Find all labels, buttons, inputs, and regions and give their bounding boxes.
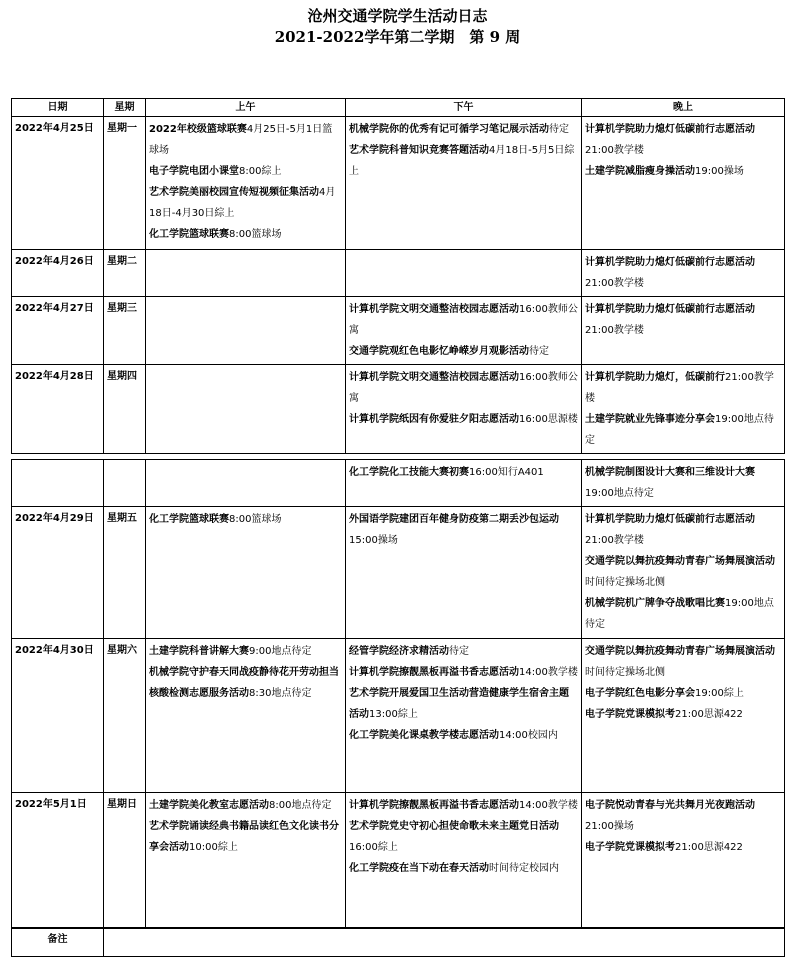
activity-entry <box>585 795 781 837</box>
activity-entry <box>349 816 578 858</box>
activity-name: 电子学院党课模拟考 <box>585 842 675 853</box>
activity-name: 机械学院机广牌争夺战歌唱比赛 <box>585 598 725 609</box>
activity-name: 化工学院篮球联赛 <box>149 514 229 525</box>
activity-entry <box>349 462 578 483</box>
activity-entry <box>585 252 781 294</box>
activity-name: 计算机学院文明交通整洁校园志愿活动 <box>349 372 519 383</box>
activity-name: 艺术学院诵读经典书籍品读红色文化读书分享会活动 <box>149 821 339 853</box>
activity-entry <box>349 509 578 551</box>
evening-cell <box>582 250 785 297</box>
activity-time-place: 8:00地点待定 <box>269 800 332 811</box>
activity-time-place: 13:00綜上 <box>369 709 418 720</box>
activity-name: 化工学院疫在当下动在春天活动 <box>349 863 489 874</box>
date-cell: 2022年4月25日 <box>12 117 104 250</box>
activity-name: 化工学院化工技能大赛初赛 <box>349 467 469 478</box>
activity-entry <box>585 161 781 182</box>
activity-time-place: 19:00地点待定 <box>585 598 774 630</box>
activity-entry <box>349 367 578 409</box>
table-row <box>12 250 785 297</box>
activity-name: 土建学院减脂瘦身操活动 <box>585 166 695 177</box>
activity-name: 艺术学院开展爱国卫生活动营造健康学生宿舍主题活动 <box>349 688 569 720</box>
weekday-cell: 星期五 <box>104 507 146 639</box>
activity-time-place: 4月18日-5月5日綜上 <box>349 145 575 177</box>
date-cell <box>12 460 104 507</box>
activity-time-place: 待定 <box>549 124 569 135</box>
table-row <box>12 793 785 929</box>
activity-name: 土建学院科普讲解大赛 <box>149 646 249 657</box>
activity-entry <box>149 182 342 224</box>
activity-name: 电子学院红色电影分享会 <box>585 688 695 699</box>
activity-entry <box>349 409 578 430</box>
activity-entry <box>585 462 781 504</box>
activity-time-place: 19:00地点待定 <box>585 488 654 499</box>
evening-cell <box>582 793 785 929</box>
weekday-cell: 星期四 <box>104 365 146 454</box>
activity-time-place: 14:00教学楼 <box>519 667 578 678</box>
evening-cell <box>582 639 785 793</box>
evening-cell <box>582 297 785 365</box>
notes-row <box>12 928 785 957</box>
activity-entry <box>149 816 342 858</box>
activity-time-place: 19:00地点待定 <box>585 414 774 446</box>
activity-entry <box>149 641 342 662</box>
header-row <box>12 99 785 117</box>
table-row <box>12 460 785 507</box>
weekday-cell: 星期三 <box>104 297 146 365</box>
activity-name: 化工学院美化课桌教学楼志愿活动 <box>349 730 499 741</box>
afternoon-cell <box>346 639 582 793</box>
activity-time-place: 时间待定校园内 <box>489 863 559 874</box>
activity-time-place: 待定 <box>529 346 549 357</box>
activity-entry <box>585 593 781 635</box>
weekday-cell: 星期日 <box>104 793 146 929</box>
table-row <box>12 507 785 639</box>
morning-cell <box>146 507 346 639</box>
activity-time-place: 9:00地点待定 <box>249 646 312 657</box>
activity-entry <box>585 367 781 409</box>
activity-time-place: 16:00教师公寓 <box>349 304 578 336</box>
activity-entry <box>149 662 342 704</box>
afternoon-cell <box>346 507 582 639</box>
activity-entry <box>585 683 781 704</box>
notes-value[interactable] <box>104 928 785 957</box>
activity-name: 计算机学院助力熄灯低碳前行志愿活动 <box>585 257 755 268</box>
activity-time-place: 待定 <box>449 646 469 657</box>
activity-entry <box>349 858 578 879</box>
table-row <box>12 297 785 365</box>
activity-time-place: 16:00綜上 <box>349 842 398 853</box>
activity-time-place: 16:00思源楼 <box>519 414 578 425</box>
morning-cell <box>146 793 346 929</box>
activity-name: 交通学院以舞抗疫舞动青春广场舞展演活动 <box>585 556 775 567</box>
activity-name: 土建学院美化教室志愿活动 <box>149 800 269 811</box>
activity-name: 机械学院守护春天同战疫静待花开劳动担当核酸检测志愿服务活动 <box>149 667 339 699</box>
activity-entry <box>585 704 781 725</box>
afternoon-cell <box>346 297 582 365</box>
header-date: 日期 <box>12 99 104 117</box>
activity-time-place: 21:00教学楼 <box>585 278 644 289</box>
activity-name: 化工学院篮球联赛 <box>149 229 229 240</box>
activity-time-place: 21:00教学楼 <box>585 535 644 546</box>
evening-cell <box>582 117 785 250</box>
activity-time-place: 21:00思源422 <box>675 709 743 720</box>
activity-time-place: 21:00操场 <box>585 821 634 832</box>
activity-name: 计算机学院擦靓黑板再溢书香志愿活动 <box>349 800 519 811</box>
activity-entry <box>149 795 342 816</box>
activity-entry <box>585 641 781 683</box>
activity-time-place: 16:00知行A401 <box>469 467 544 478</box>
activity-entry <box>585 299 781 341</box>
table-row <box>12 117 785 250</box>
date-cell: 2022年4月27日 <box>12 297 104 365</box>
evening-cell <box>582 460 785 507</box>
activity-time-place: 21:00教学楼 <box>585 145 644 156</box>
header-morning: 上午 <box>146 99 346 117</box>
afternoon-cell <box>346 460 582 507</box>
activity-name: 经管学院经济求精活动 <box>349 646 449 657</box>
activity-name: 2022年校级篮球联赛 <box>149 124 247 135</box>
afternoon-cell <box>346 365 582 454</box>
evening-cell <box>582 365 785 454</box>
activity-name: 艺术学院科普知识竞赛答题活动 <box>349 145 489 156</box>
activity-time-place: 19:00綜上 <box>695 688 744 699</box>
activity-name: 计算机学院助力熄灯低碳前行志愿活动 <box>585 124 755 135</box>
activity-entry <box>149 224 342 245</box>
activity-time-place: 14:00教学楼 <box>519 800 578 811</box>
activity-time-place: 8:00綜上 <box>239 166 282 177</box>
page-subtitle: 2021-2022学年第二学期 第 9 周 <box>274 28 521 46</box>
activity-time-place: 21:00教学楼 <box>585 372 774 404</box>
page-title: 沧州交通学院学生活动日志 <box>307 7 488 25</box>
activity-name: 交通学院观红色电影忆峥嵘岁月观影活动 <box>349 346 529 357</box>
activity-name: 艺术学院美丽校园宣传短视频征集活动 <box>149 187 319 198</box>
header-afternoon: 下午 <box>346 99 582 117</box>
header-weekday: 星期 <box>104 99 146 117</box>
activity-time-place: 19:00操场 <box>695 166 744 177</box>
activity-entry <box>349 140 578 182</box>
morning-cell <box>146 460 346 507</box>
activity-entry <box>585 509 781 551</box>
morning-cell <box>146 250 346 297</box>
activity-entry <box>349 662 578 683</box>
activity-time-place: 21:00思源422 <box>675 842 743 853</box>
morning-cell <box>146 365 346 454</box>
activity-time-place: 8:30地点待定 <box>249 688 312 699</box>
activity-time-place: 21:00教学楼 <box>585 325 644 336</box>
activity-time-place: 时间待定操场北侧 <box>585 667 665 678</box>
activity-name: 电子学院电团小课堂 <box>149 166 239 177</box>
date-cell: 2022年5月1日 <box>12 793 104 929</box>
activity-name: 计算机学院擦靓黑板再溢书香志愿活动 <box>349 667 519 678</box>
table-row <box>12 639 785 793</box>
weekday-cell <box>104 460 146 507</box>
activity-entry <box>149 161 342 182</box>
afternoon-cell <box>346 793 582 929</box>
activity-time-place: 时间待定操场北侧 <box>585 577 665 588</box>
weekday-cell: 星期一 <box>104 117 146 250</box>
activity-name: 计算机学院助力熄灯低碳前行志愿活动 <box>585 514 755 525</box>
activity-time-place: 8:00篮球场 <box>229 514 282 525</box>
activity-name: 电子院悦动青春与光共舞月光夜跑活动 <box>585 800 755 811</box>
activity-entry <box>149 509 342 530</box>
activity-name: 计算机学院助力熄灯低碳前行志愿活动 <box>585 304 755 315</box>
activity-time-place: 14:00校园内 <box>499 730 558 741</box>
weekday-cell: 星期二 <box>104 250 146 297</box>
activity-name: 计算机学院助力熄灯，低碳前行 <box>585 372 725 383</box>
activity-name: 机械学院制图设计大赛和三维设计大赛 <box>585 467 755 478</box>
activity-name: 外国语学院建团百年健身防疫第二期丢沙包运动 <box>349 514 559 525</box>
activity-entry <box>585 837 781 858</box>
date-cell: 2022年4月26日 <box>12 250 104 297</box>
activity-time-place: 4月18日-4月30日綜上 <box>149 187 336 219</box>
evening-cell <box>582 507 785 639</box>
activity-name: 计算机学院纸因有你爱驻夕阳志愿活动 <box>349 414 519 425</box>
activity-time-place: 15:00操场 <box>349 535 398 546</box>
activity-time-place: 8:00篮球场 <box>229 229 282 240</box>
activity-entry <box>349 725 578 746</box>
notes-label: 备注 <box>12 928 104 957</box>
morning-cell <box>146 297 346 365</box>
date-cell: 2022年4月28日 <box>12 365 104 454</box>
activity-entry <box>149 119 342 161</box>
date-cell: 2022年4月29日 <box>12 507 104 639</box>
activity-time-place: 16:00教师公寓 <box>349 372 578 404</box>
afternoon-cell <box>346 250 582 297</box>
weekday-cell: 星期六 <box>104 639 146 793</box>
activity-entry <box>585 551 781 593</box>
activity-entry <box>349 683 578 725</box>
schedule-table-part1 <box>11 98 785 454</box>
activity-entry <box>585 119 781 161</box>
activity-entry <box>585 409 781 451</box>
morning-cell <box>146 117 346 250</box>
activity-name: 土建学院就业先锋事迹分享会 <box>585 414 715 425</box>
header-evening: 晚上 <box>582 99 785 117</box>
table-row <box>12 365 785 454</box>
activity-entry <box>349 641 578 662</box>
activity-name: 计算机学院文明交通整洁校园志愿活动 <box>349 304 519 315</box>
activity-entry <box>349 795 578 816</box>
activity-entry <box>349 341 578 362</box>
activity-name: 机械学院你的优秀有记可循学习笔记展示活动 <box>349 124 549 135</box>
activity-entry <box>349 119 578 140</box>
activity-entry <box>349 299 578 341</box>
notes-table <box>11 927 785 957</box>
date-cell: 2022年4月30日 <box>12 639 104 793</box>
afternoon-cell <box>346 117 582 250</box>
activity-name: 交通学院以舞抗疫舞动青春广场舞展演活动 <box>585 646 775 657</box>
morning-cell <box>146 639 346 793</box>
activity-name: 艺术学院党史守初心担使命歌未来主题党日活动 <box>349 821 559 832</box>
schedule-table-part2 <box>11 459 785 929</box>
activity-time-place: 4月25日-5月1日篮球场 <box>149 124 333 156</box>
activity-name: 电子学院党课模拟考 <box>585 709 675 720</box>
activity-time-place: 10:00綜上 <box>189 842 238 853</box>
